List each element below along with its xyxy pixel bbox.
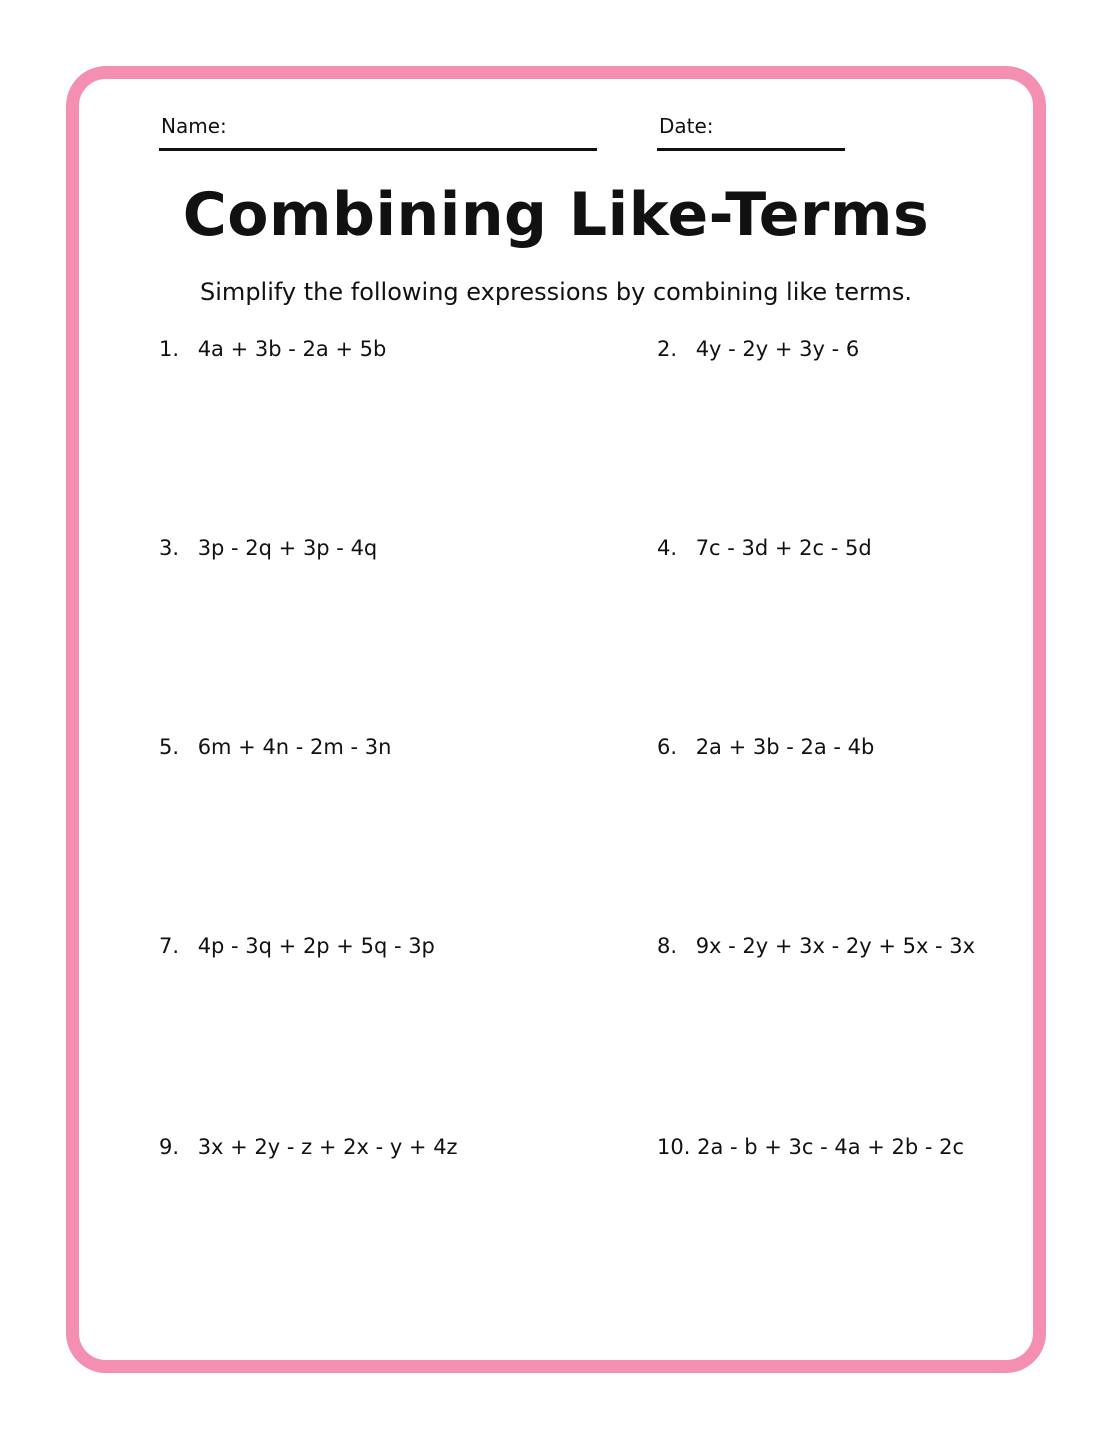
problem-expression: 9x - 2y + 3x - 2y + 5x - 3x — [695, 934, 976, 958]
problem-number: 7. — [159, 934, 180, 958]
problem-expression: 2a + 3b - 2a - 4b — [695, 735, 875, 759]
problem-number: 2. — [657, 337, 678, 361]
problem-number: 8. — [657, 934, 678, 958]
name-label: Name: — [161, 114, 227, 138]
problem-expression: 7c - 3d + 2c - 5d — [695, 536, 872, 560]
problem-number: 10. — [657, 1135, 691, 1159]
problem-3 — [159, 536, 377, 560]
date-field[interactable] — [657, 112, 845, 151]
problem-expression: 6m + 4n - 2m - 3n — [197, 735, 392, 759]
problem-number: 1. — [159, 337, 180, 361]
problem-expression: 3x + 2y - z + 2x - y + 4z — [197, 1135, 458, 1159]
problem-expression: 3p - 2q + 3p - 4q — [197, 536, 378, 560]
problem-expression: 4y - 2y + 3y - 6 — [695, 337, 860, 361]
problem-5 — [159, 735, 391, 759]
problem-number: 9. — [159, 1135, 180, 1159]
problem-number: 4. — [657, 536, 678, 560]
problem-4 — [657, 536, 872, 560]
problem-expression: 2a - b + 3c - 4a + 2b - 2c — [697, 1135, 965, 1159]
problem-number: 5. — [159, 735, 180, 759]
problem-1 — [159, 337, 386, 361]
worksheet-title: Combining Like-Terms — [182, 180, 930, 250]
problem-6 — [657, 735, 874, 759]
problem-expression: 4p - 3q + 2p + 5q - 3p — [197, 934, 435, 958]
worksheet-border — [66, 66, 1046, 1373]
problem-7 — [159, 934, 435, 958]
date-label: Date: — [659, 114, 714, 138]
problem-9 — [159, 1135, 458, 1159]
problem-number: 6. — [657, 735, 678, 759]
name-field[interactable] — [159, 112, 597, 151]
problem-10 — [657, 1135, 964, 1159]
problem-2 — [657, 337, 859, 361]
problem-8 — [657, 934, 975, 958]
problem-number: 3. — [159, 536, 180, 560]
problem-expression: 4a + 3b - 2a + 5b — [197, 337, 387, 361]
instructions: Simplify the following expressions by combining like terms. — [200, 278, 912, 306]
